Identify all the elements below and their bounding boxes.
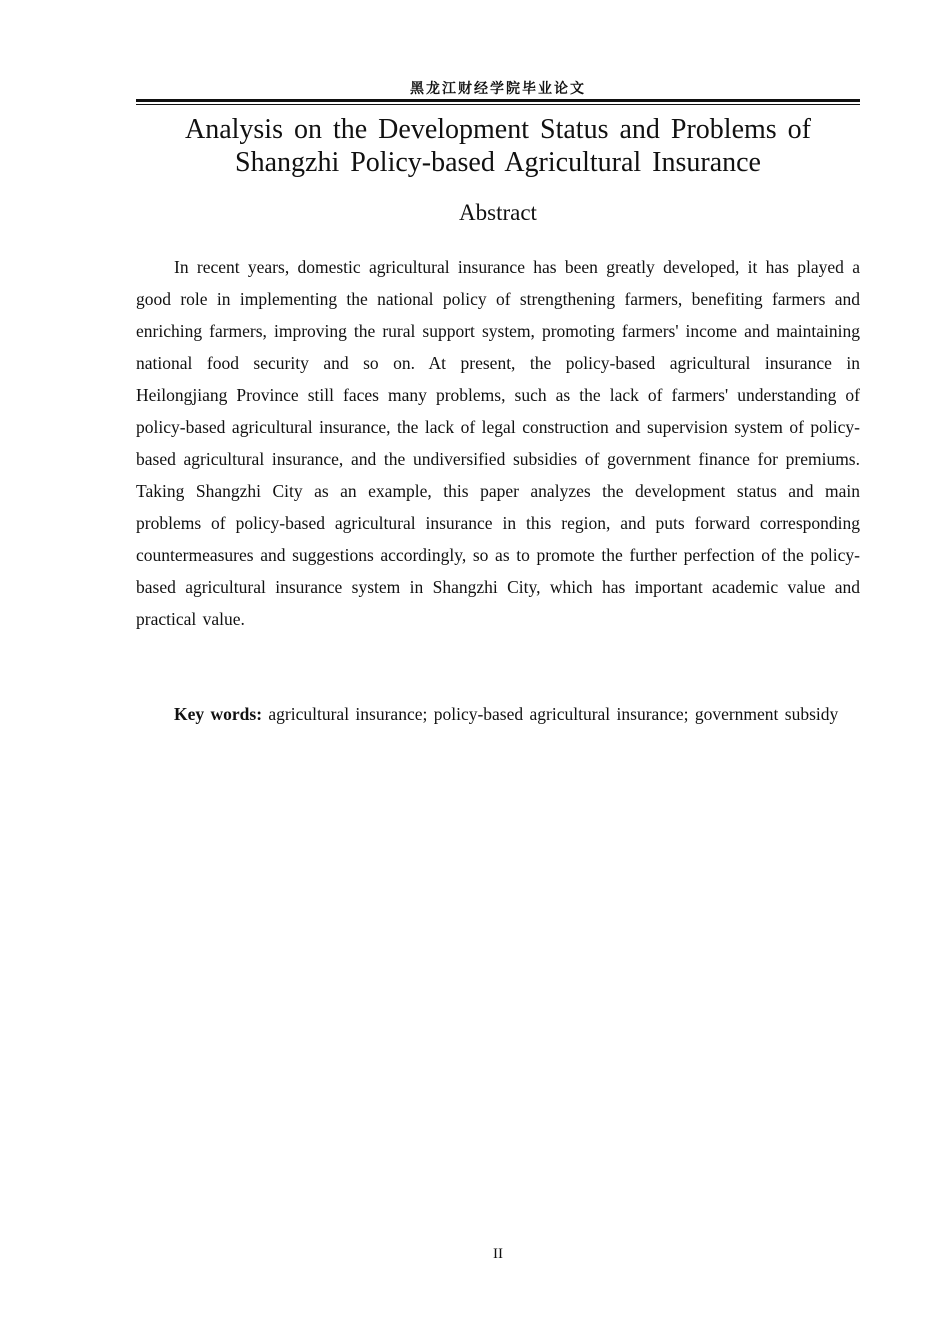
page-number: II [493,1246,503,1262]
keywords-label: Key words: [174,704,263,724]
paper-title: Analysis on the Development Status and Problems of Shangzhi Policy-based Agricultural Insurance [184,114,812,178]
abstract-heading: Abstract [459,200,537,225]
header-rule-thick [136,99,860,102]
running-header: 黑龙江财经学院毕业论文 [410,81,586,97]
abstract-paragraph: In recent years, domestic agricultural insurance has been greatly developed, it has played a good role in implementing the national policy of strengthening farmers, benefiting farmers and enriching farmers, improving the rural support system, promoting farmers' income and maintaining national food security and so on. At present, the policy-based agricultural insurance in Heilongjiang Province still faces many problems, such as the lack of farmers' understanding of policy-based agricultural insurance, the lack of legal construction and supervision system of policy-based agricultural insurance, and the undiversified subsidies of government finance for premiums. Taking Shangzhi City as an example, this paper analyzes the development status and main problems of policy-based agricultural insurance in this region, and puts forward corresponding countermeasures and suggestions accordingly, so as to promote the further perfection of the policy-based agricultural insurance system in Shangzhi City, which has important academic value and practical value. [136,257,860,629]
keywords-paragraph [136,698,860,730]
header-rule-thin [136,104,860,105]
keywords-text: agricultural insurance; policy-based agricultural insurance; government subsidy [268,704,839,724]
